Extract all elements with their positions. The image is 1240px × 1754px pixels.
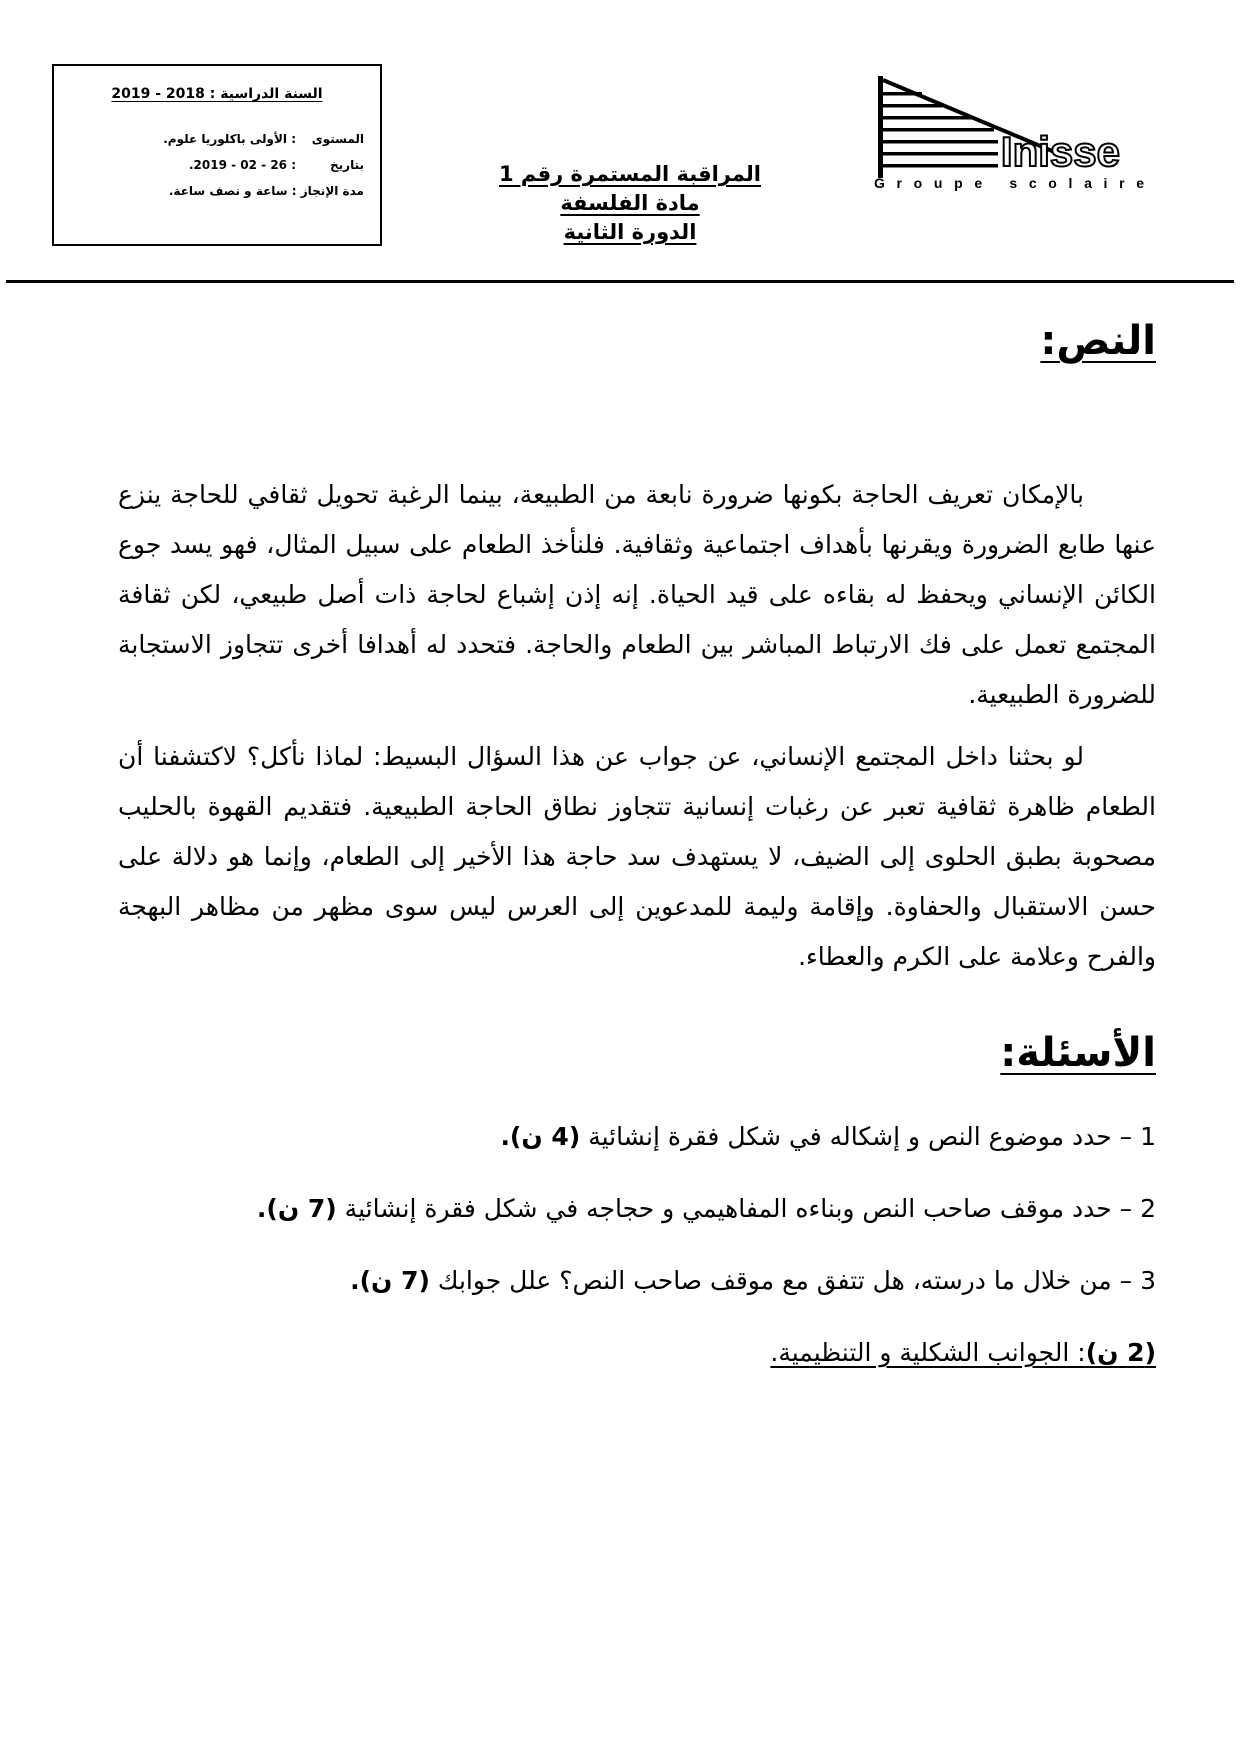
info-box [52,64,382,246]
text-body [118,470,1156,982]
question-3-points: (7 ن). [350,1266,430,1295]
question-2-text: 2 – حدد موقف صاحب النص وبناءه المفاهيمي و حجاجه في شكل فقرة إنشائية [344,1194,1156,1223]
form-criteria-points: (2 ن) [1085,1338,1156,1367]
date-line [189,158,364,172]
header-divider [6,280,1234,283]
text-paragraph-1: بالإمكان تعريف الحاجة بكونها ضرورة نابعة من الطبيعة، بينما الرغبة تحويل ثقافي للحاجة ينزع عنها طابع الضرورة ويقرنها بأهداف اجتماعية وثقافية. فلنأخذ الطعام على سبيل المثال، فهو يسد جوع الكائن الإنساني ويحفظ له بقاءه على قيد الحياة. إنه إذن إشباع لحاجة ذات أصل طبيعي، لكن ثقافة المجتمع تعمل على فك الارتباط المباشر بين الطعام والحاجة. فتحدد له أهدافا أخرى تتجاوز الاستجابة للضرورة الطبيعية. [118,480,1156,709]
school-logo [868,76,1148,196]
school-year: السنة الدراسية : 2018 - 2019 [111,86,323,102]
question-3 [350,1266,1156,1295]
level-line [163,132,364,146]
logo-name: Inisse [1000,128,1120,175]
question-1-points: (4 ن). [500,1122,581,1151]
level-label: المستوى [311,132,364,146]
level-value: : الأولى باكلوريا علوم. [163,132,296,146]
form-criteria-label: : الجوانب الشكلية و التنظيمية. [770,1338,1086,1367]
form-criteria [770,1338,1156,1367]
question-1 [500,1122,1156,1151]
exam-title-line-1: المراقبة المستمرة رقم 1 [499,162,761,186]
date-value: : 26 - 02 - 2019. [188,158,296,172]
date-label: بتاريخ [330,158,364,172]
question-2-points: (7 ن). [256,1194,337,1223]
text-paragraph-2: لو بحثنا داخل المجتمع الإنساني، عن جواب عن هذا السؤال البسيط: لماذا نأكل؟ لاكتشفنا أن الطعام ظاهرة ثقافية تعبر عن رغبات إنسانية تتجاوز نطاق الحاجة الطبيعية. فتقديم القهوة بالحليب مصحوبة بطبق الحلوى إلى الضيف، لا يستهدف سد حاجة هذا الأخير إلى الطعام، وإنما هو دلالة على حسن الاستقبال والحفاوة. وإقامة وليمة للمدعوين إلى العرس ليس سوى مظهر من مظاهر البهجة والفرح وعلامة على الكرم والعطاء. [118,742,1156,971]
text-heading: النص: [1040,318,1156,364]
duration-line: مدة الإنجاز : ساعة و نصف ساعة. [168,184,364,198]
exam-title-line-3: الدورة الثانية [563,220,697,244]
exam-title [470,160,790,247]
question-3-text: 3 – من خلال ما درسته، هل تتفق مع موقف صاحب النص؟ علل جوابك [437,1266,1156,1295]
exam-title-line-2: مادة الفلسفة [560,191,700,215]
question-2 [257,1194,1156,1223]
question-1-text: 1 – حدد موضوع النص و إشكاله في شكل فقرة إنشائية [588,1122,1156,1151]
logo-tagline: Groupe scolaire [874,175,1144,191]
questions-heading: الأسئلة: [1000,1030,1156,1076]
